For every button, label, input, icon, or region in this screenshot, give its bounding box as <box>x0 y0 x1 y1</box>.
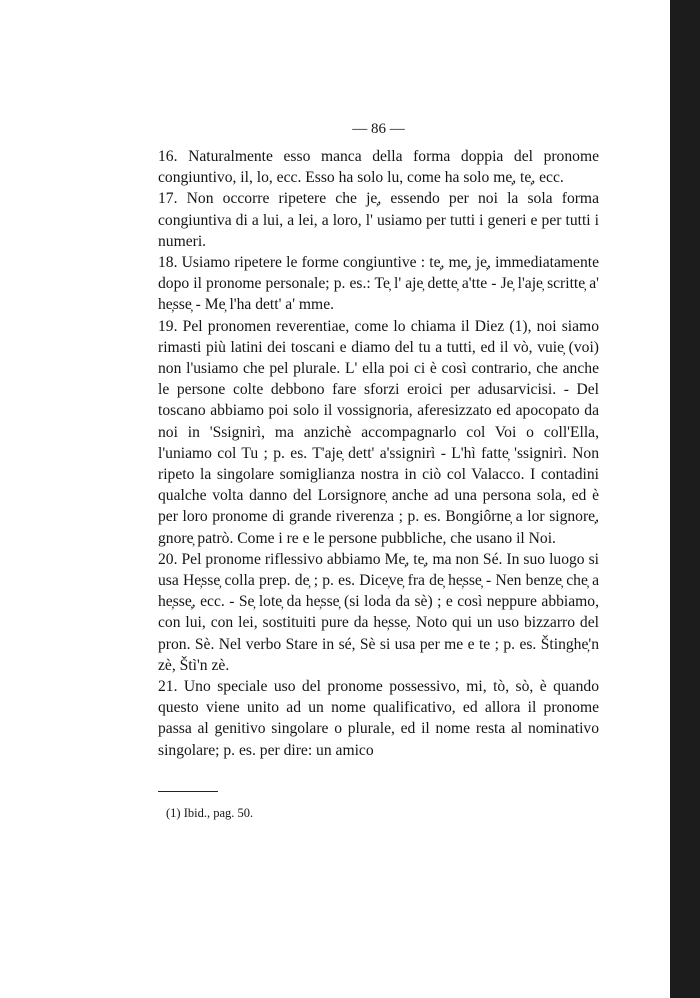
paragraph-21: 21. Uno speciale uso del pronome possessivo, mi, tò, sò, è quando questo viene unito ad un nome qualificativo, ed allora il pronome passa al genitivo singolare o plurale, ed il nome resta al nominativo singolare; p. es. per dire: un amico <box>158 678 599 759</box>
paragraph-17: 17. Non occorre ripetere che je̦, essendo per noi la sola forma congiuntiva di a lui, a lei, a loro, l' usiamo per tutti i generi e per tutti i numeri. <box>158 190 599 250</box>
page-number: — 86 — <box>352 121 405 137</box>
scan-edge <box>670 0 700 998</box>
paragraph-16: 16. Naturalmente esso manca della forma doppia del pronome congiuntivo, il, lo, ecc. Esso ha solo lu, come ha solo me̦, te̦, ecc. <box>158 148 599 187</box>
paragraph-20: 20. Pel pronome riflessivo abbiamo Me̦, te̦, ma non Sé. In suo luogo si usa He̦sse̦ colla prep. de̦ ; p. es. Dice̦ve̦ fra de̦ he̦sse̦ - Nen benze̦ che̦ a he̦sse̦, ecc. - Se̦ lote̦ da he̦sse̦ (si loda da sè) ; e così neppure abbiamo, con lui, con lei, sostituiti pure da he̦sse̦. Noto qui un uso bizzarro del pron. Sè. Nel verbo Stare in sé, Sè si usa per me e te ; p. es. Štinghe̦'n zè, Štì'n zè. <box>158 550 599 674</box>
footnote: (1) Ibid., pag. 50. <box>166 805 254 820</box>
paragraph-19: 19. Pel pronomen reverentiae, come lo chiama il Diez (1), noi siamo rimasti più latini dei toscani e diamo del tu a tutti, ed il vò, vuie̦ (voi) non l'usiamo che pel plurale. L' ella poi ci è così contrario, che anche le persone colte debbono fare sforzi eroici per adusarvicisi. - Del toscano abbiamo poi solo il vossignoria, aferesizzato ed apocopato da noi in 'Ssignirì, ma anzichè accompagnarlo col Voi o coll'Ella, l'uniamo col Tu ; p. es. T'aje̦ dett' a'ssignirì - L'hì fatte̦ 'ssignirì. Non ripeto la singolare somiglianza nostra in ciò col Valacco. I contadini qualche volta danno del Lorsignore̦ anche ad una persona sola, ed è per loro pronome di grande riverenza ; p. es. Bongiôrne̦ a lor signore̦, gnore̦ patrò. Come i re e le persone pubbliche, che usano il Noi. <box>158 317 599 547</box>
footnote-rule <box>158 791 218 792</box>
page-body <box>158 118 599 821</box>
paragraph-18: 18. Usiamo ripetere le forme congiuntive : te̦, me̦, je̦, immediatamente dopo il pronome personale; p. es.: Te̦ l' aje̦ dette̦ a'tte - Je̦ l'aje̦ scritte̦ a' he̦sse̦ - Me̦ l'ha dett' a' mme. <box>158 254 599 314</box>
